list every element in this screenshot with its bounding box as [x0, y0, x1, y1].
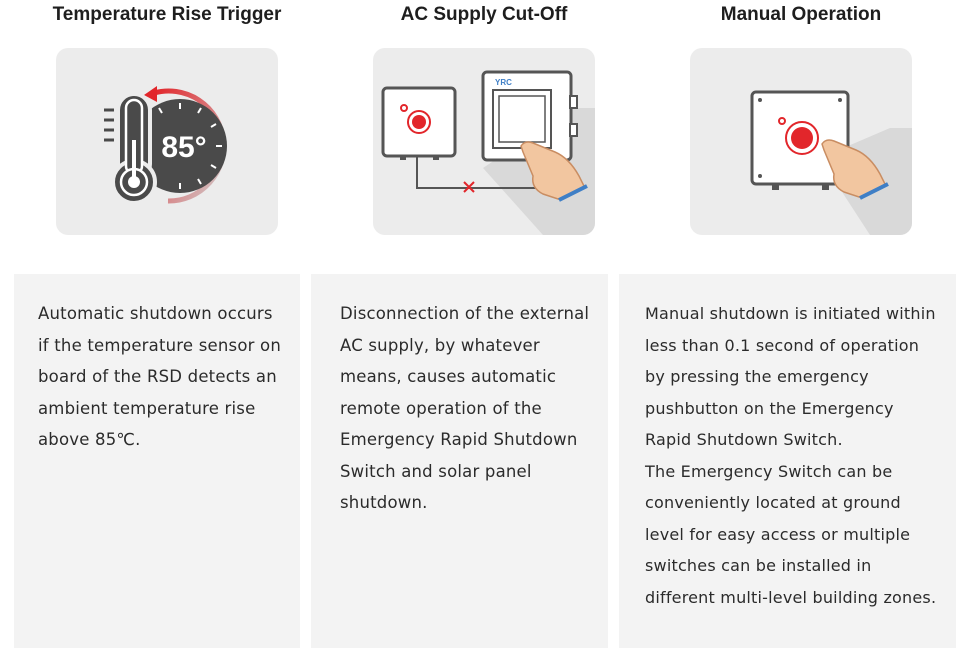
device-brand-label: YRC: [495, 78, 512, 87]
manual-line: conveniently located at ground: [645, 493, 901, 512]
panel-ac-supply-description: [311, 274, 608, 648]
gauge-value: 85°: [161, 131, 207, 164]
manual-line: The Emergency Switch can be: [645, 461, 893, 481]
temperature-line: ambient temperature rise: [38, 398, 256, 418]
ac-supply-description: [340, 298, 589, 519]
ac-supply-line: AC supply, by whatever: [340, 335, 540, 355]
ac-supply-line: means, causes automatic: [340, 367, 557, 386]
tile-manual: [690, 48, 912, 235]
ac-supply-line: remote operation of the: [340, 398, 542, 418]
ac-supply-line: Disconnection of the external: [340, 304, 590, 323]
title-manual-operation: Manual Operation: [720, 4, 882, 25]
ac-supply-line: shutdown.: [340, 493, 428, 512]
title-ac-supply-cutoff: AC Supply Cut-Off: [400, 4, 568, 25]
panel-manual-description: [619, 274, 956, 648]
title-temperature-rise: Temperature Rise Trigger: [52, 4, 282, 25]
manual-line: pushbutton on the Emergency: [645, 398, 894, 418]
thermometer-gauge-icon: [56, 48, 278, 235]
temperature-line: if the temperature sensor on: [38, 335, 281, 355]
manual-description: [645, 298, 936, 613]
manual-line: less than 0.1 second of operation: [645, 335, 920, 355]
temperature-line: board of the RSD detects an: [38, 367, 277, 386]
tile-ac-supply: [373, 48, 595, 235]
ac-cutoff-icon: [373, 48, 595, 235]
temperature-line: Automatic shutdown occurs: [38, 304, 273, 323]
manual-line: level for easy access or multiple: [645, 524, 911, 544]
manual-pushbutton-icon: [690, 48, 912, 235]
manual-line: by pressing the emergency: [645, 367, 869, 386]
tile-temperature: [56, 48, 278, 235]
panel-temperature-description: [14, 274, 300, 648]
manual-line: switches can be installed in: [645, 556, 872, 575]
manual-line: different multi-level building zones.: [645, 587, 937, 607]
temperature-line: above 85℃.: [38, 430, 141, 449]
ac-supply-line: Emergency Rapid Shutdown: [340, 430, 578, 449]
manual-line: Manual shutdown is initiated within: [645, 304, 936, 323]
temperature-description: [38, 298, 281, 456]
ac-supply-line: Switch and solar panel: [340, 461, 532, 481]
manual-line: Rapid Shutdown Switch.: [645, 430, 843, 449]
